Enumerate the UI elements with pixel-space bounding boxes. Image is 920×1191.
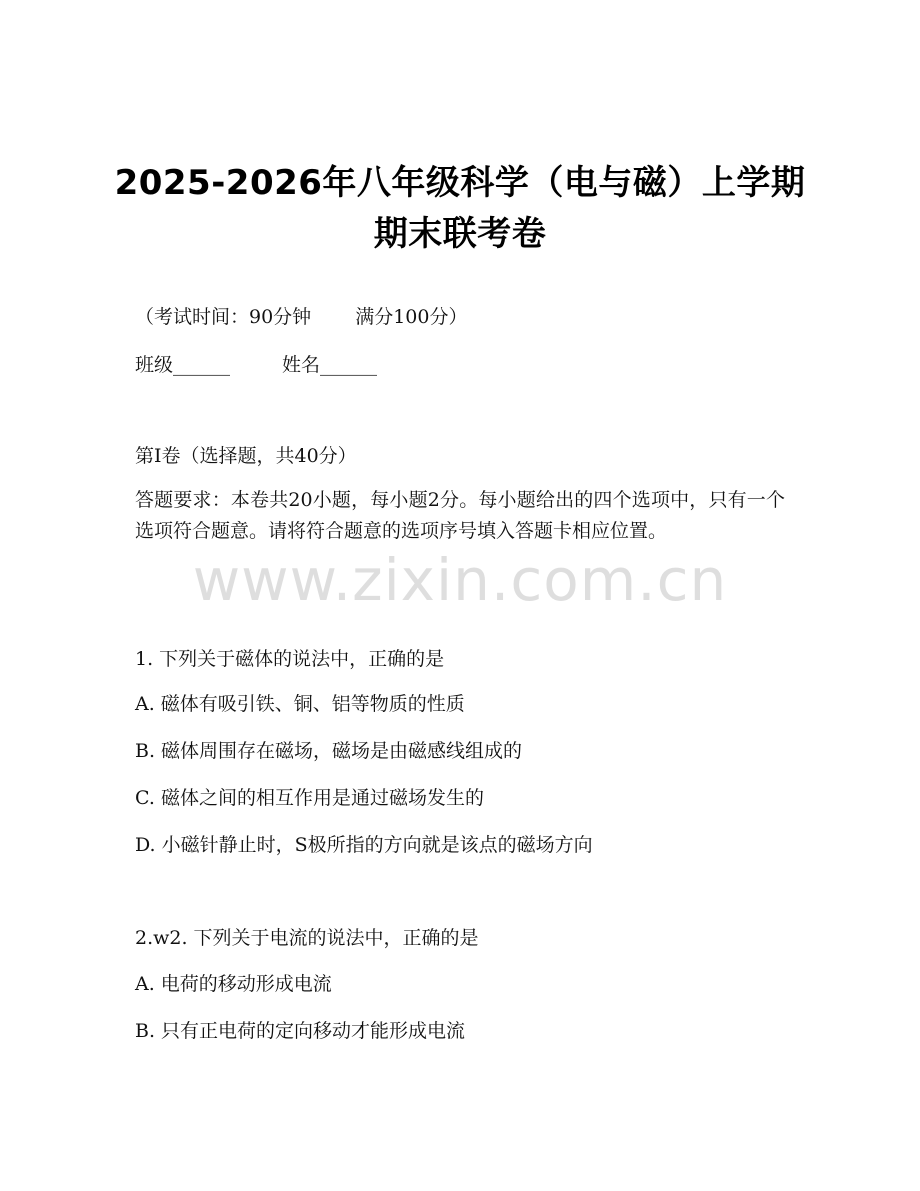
question-1-option-a: A. 磁体有吸引铁、铜、铝等物质的性质 (135, 693, 465, 715)
exam-title-line-2: 期末联考卷 (373, 214, 547, 254)
name-field: 姓名______ (282, 354, 378, 376)
exam-full-score: 满分100分） (355, 306, 468, 328)
question-1-option-b: B. 磁体周围存在磁场，磁场是由磁感线组成的 (135, 740, 523, 762)
exam-title-line-1: 2025-2026年八年级科学（电与磁）上学期 (114, 163, 806, 203)
question-1-stem: 1. 下列关于磁体的说法中，正确的是 (135, 648, 445, 670)
section-instructions: 答题要求：本卷共20小题，每小题2分。每小题给出的四个选项中，只有一个选项符合题意。请将符合题意的选项序号填入答题卡相应位置。 (135, 489, 785, 542)
watermark: www.zixin.com.cn (192, 546, 728, 614)
exam-info (135, 302, 467, 329)
class-field: 班级______ (135, 354, 231, 376)
question-1-option-d: D. 小磁针静止时，S极所指的方向就是该点的磁场方向 (135, 834, 593, 856)
question-2-option-b: B. 只有正电荷的定向移动才能形成电流 (135, 1020, 466, 1042)
question-1-option-c: C. 磁体之间的相互作用是通过磁场发生的 (135, 787, 484, 809)
exam-time: （考试时间：90分钟 (135, 306, 312, 328)
section-heading: 第I卷（选择题，共40分） (135, 445, 357, 467)
question-2-option-a: A. 电荷的移动形成电流 (135, 973, 332, 995)
student-fields (135, 350, 377, 377)
question-2-stem: 2.w2. 下列关于电流的说法中，正确的是 (135, 927, 479, 949)
